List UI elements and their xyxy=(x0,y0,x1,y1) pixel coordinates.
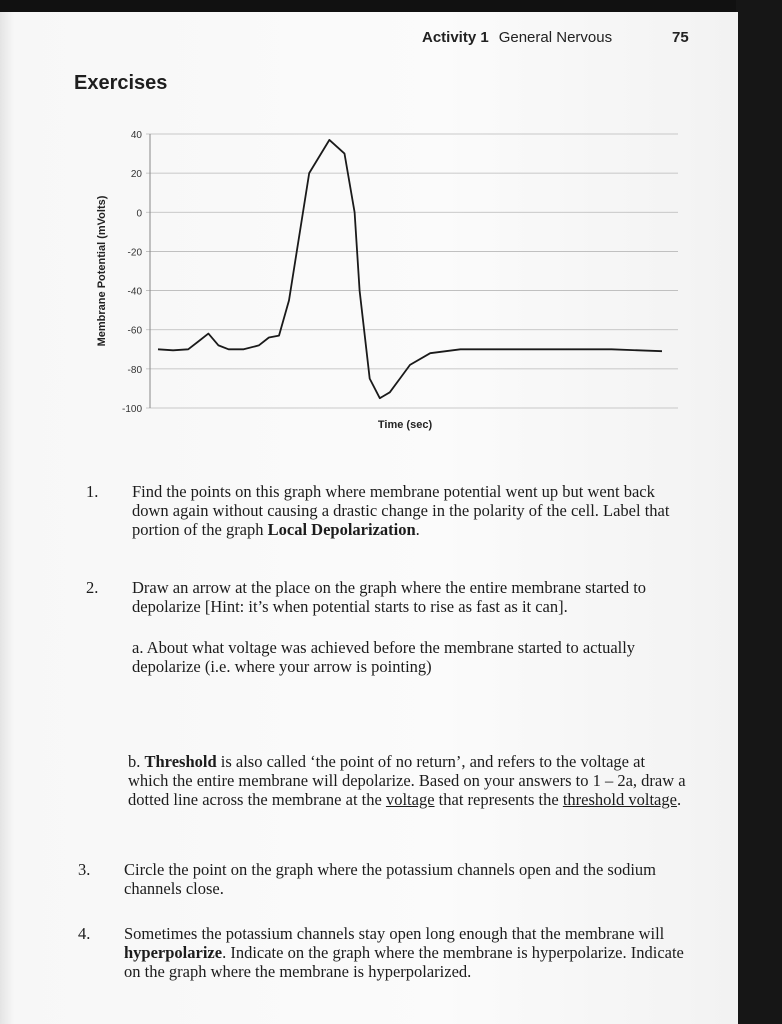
y-tick-label: 40 xyxy=(130,130,142,141)
question-1-number: 1. xyxy=(86,482,99,501)
question-3-text: Circle the point on the graph where the potassium channels open and the sodium channels close. xyxy=(124,860,656,898)
question-3-number: 3. xyxy=(78,860,91,879)
activity-label: Activity 1 xyxy=(422,29,489,46)
threshold-term: Threshold xyxy=(144,752,217,771)
question-4-number: 4. xyxy=(78,924,91,943)
question-1-bold: Local Depolarization xyxy=(267,520,416,539)
question-4-text: . Indicate on the graph where the membrane is hyperpolarize. Indicate on the graph where the membrane is hyperpolarized. xyxy=(124,943,684,981)
section-title: Exercises xyxy=(74,72,168,94)
section-label: General Nervous xyxy=(498,29,613,46)
membrane-potential-chart xyxy=(0,12,738,452)
question-1-text: Find the points on this graph where membrane potential went up but went back down again without causing a drastic change in the polarity of the cell. Label that portion of the graph xyxy=(132,482,670,539)
hyperpolarize-term: hyperpolarize xyxy=(124,943,223,962)
y-tick-label: -80 xyxy=(127,364,142,376)
y-tick-label: -40 xyxy=(127,286,142,298)
question-2-number: 2. xyxy=(86,578,99,597)
y-tick-label: 0 xyxy=(136,208,142,220)
y-tick-label: -100 xyxy=(121,404,142,415)
y-tick-label: -60 xyxy=(127,325,142,337)
x-axis-label: Time (sec) xyxy=(377,419,433,431)
y-tick-label: -20 xyxy=(127,247,142,259)
y-tick-label: 20 xyxy=(130,169,142,181)
page-number: 75 xyxy=(672,29,689,46)
question-2-text: Draw an arrow at the place on the graph where the entire membrane started to depolarize [Hint: it’s when potential starts to rise as fast as it can]. xyxy=(132,578,647,616)
voltage-underlined: voltage xyxy=(385,790,435,809)
threshold-voltage-underlined: threshold voltage xyxy=(562,790,677,809)
y-axis-label: Membrane Potential (mVolts) xyxy=(96,195,108,347)
workbook-page: Activity 1 General Nervous 75 Exercises 40 20 0 -20 -40 -60 -80 -100 Membrane Potential (mVolts) Time (sec) 1. Find the points on this graph where membrane potential went up but went back down again without causing a drastic change in the polarity of the cell. Label that portion of the graph Local Depolarization. 2. Draw an arrow at the place on the graph where the entire membrane started to depolarize [Hint: it’s when potential starts to rise as fast as it can]. a. About what voltage was achieved before the membrane started to actually depolarize (i.e. where your arrow is pointing) b. Threshold is also called ‘the point of no return’, and refers to the voltage at which the entire membrane will depolarize. Based on your answers to 1 – 2a, draw a dotted line across the membrane at the voltage that represents the threshold voltage. 3. Circle the point on the graph where the potassium channels open and the sodium channels close. 4. Sometimes the potassium channels stay open long enough that the membrane will hyperpolarize. Indicate on the graph where the membrane is hyperpolarize. Indicate on the graph where the membrane is hyperpolarized. xyxy=(0,12,738,1024)
y-tick-labels xyxy=(122,130,142,415)
question-2b: b. Threshold is also called ‘the point of no return’, and refers to the voltage at which the entire membrane will depolarize. Based on your answers to 1 – 2a, draw a dotted line across the membrane at the voltage that represents the threshold voltage. xyxy=(128,752,686,809)
question-2a: a. About what voltage was achieved before the membrane started to actually depolarize (i.e. where your arrow is pointing) xyxy=(132,638,636,676)
membrane-potential-line xyxy=(158,140,662,398)
chart-gridlines xyxy=(146,134,678,408)
scan-right-edge xyxy=(736,0,782,1024)
